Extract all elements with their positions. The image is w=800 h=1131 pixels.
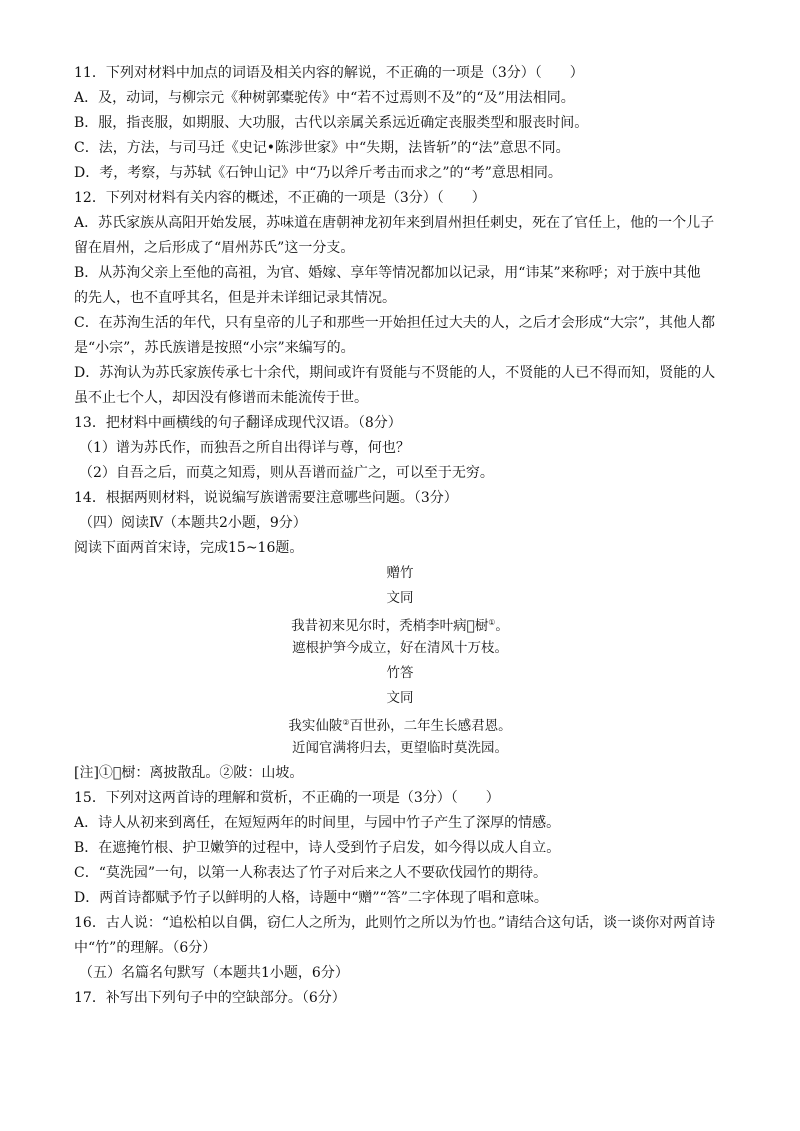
question-12-option-c-cont: 是“小宗”，苏氏族谱是按照“小宗”来编写的。	[74, 340, 355, 356]
question-16-stem-cont: 中“竹”的理解。（6分）	[74, 940, 217, 956]
section-4-intro: 阅读下面两首宋诗，完成15~16题。	[74, 540, 304, 556]
question-11-stem: 11．下列对材料中加点的词语及相关内容的解说，不正确的一项是（3分）（ ）	[74, 65, 584, 81]
question-13-sentence-2: （2）自吾之后，而莫之知焉，则从吾谱而益广之，可以至于无穷。	[79, 465, 494, 481]
question-12-option-d-cont: 虽不止七个人，却因没有修谱而未能流传于世。	[74, 390, 368, 406]
question-15-option-d: D．两首诗都赋予竹子以鲜明的人格，诗题中“赠”“答”二字体现了唱和意味。	[74, 890, 548, 906]
poem-2-line-2: 近闻官满将归去，更望临时莫洗园。	[292, 740, 508, 756]
question-12-option-a-cont: 留在眉州，之后形成了“眉州苏氏”这一分支。	[74, 240, 355, 256]
question-12-option-a: A．苏氏家族从高阳开始发展，苏味道在唐朝神龙初年来到眉州担任刺史，死在了官任上，他的一个儿子	[74, 215, 715, 231]
question-11-option-b: B．服，指丧服，如期服、大功服，古代以亲属关系远近确定丧服类型和服丧时间。	[74, 115, 589, 131]
question-14-stem: 14．根据两则材料，说说编写族谱需要注意哪些问题。（3分）	[74, 490, 458, 506]
question-11-option-a: A．及，动词，与柳宗元《种树郭橐驼传》中“若不过焉则不及”的“及”用法相同。	[74, 90, 575, 106]
poem-notes: [注]①𣕢𣗳：离披散乱。②陂：山坡。	[74, 765, 304, 781]
question-17-stem: 17．补写出下列句子中的空缺部分。（6分）	[74, 990, 346, 1006]
poem-2-line-1	[0, 711, 800, 735]
question-11-option-c: C．法，方法，与司马迁《史记•陈涉世家》中“失期，法皆斩”的“法”意思不同。	[74, 140, 570, 156]
question-12-option-d: D．苏洵认为苏氏家族传承七十余代，期间或许有贤能与不贤能的人，不贤能的人已不得而知，贤能的人	[74, 365, 716, 381]
footnote-marker-1: ①	[488, 618, 496, 627]
poem-2-line-1-end: 百世孙，二年生长感君恩。	[349, 718, 512, 734]
poem-1-line-2: 遮根护笋今成立，好在清风十万枝。	[292, 640, 508, 656]
poem-1-line-1	[0, 611, 800, 635]
question-15-option-a: A．诗人从初来到离任，在短短两年的时间里，与园中竹子产生了深厚的情感。	[74, 815, 561, 831]
poem-1-title: 赠竹	[386, 565, 414, 581]
question-15-stem: 15．下列对这两首诗的理解和赏析，不正确的一项是（3分）（ ）	[74, 790, 500, 806]
question-12-option-b-cont: 的先人，也不直呼其名，但是并未详细记录其情况。	[74, 290, 396, 306]
question-15-option-c: C．“莫洗园”一句，以第一人称表达了竹子对后来之人不要砍伐园竹的期待。	[74, 865, 548, 881]
question-13-sentence-1: （1）谱为苏氏作，而独吾之所自出得详与尊，何也？	[79, 440, 410, 456]
footnote-marker-2: ②	[342, 718, 350, 727]
poem-1-line-1-end: 。	[495, 618, 509, 634]
poem-1-line-1-text: 我昔初来见尔时，秃梢李叶病𣕢𣗳	[291, 618, 489, 634]
question-12-stem: 12．下列对材料有关内容的概述，不正确的一项是（3分）（ ）	[74, 190, 486, 206]
question-12-option-c: C．在苏洵生活的年代，只有皇帝的儿子和那些一开始担任过大夫的人，之后才会形成“大宗”，其他人都	[74, 315, 716, 331]
poem-2-title: 竹答	[386, 665, 414, 681]
section-4-heading: （四）阅读Ⅳ（本题共2小题，9分）	[79, 515, 307, 531]
poem-1-author: 文同	[386, 590, 414, 606]
section-5-heading: （五）名篇名句默写（本题共1小题，6分）	[79, 965, 349, 981]
poem-2-line-1-text: 我实仙陂	[288, 718, 343, 734]
question-16-stem: 16．古人说：“追松柏以自偶，窃仁人之所为，此则竹之所以为竹也。”请结合这句话，谈一谈你对两首诗	[74, 915, 716, 931]
poem-2-author: 文同	[386, 690, 414, 706]
question-11-option-d: D．考，考察，与苏轼《石钟山记》中“乃以斧斤考击而求之”的“考”意思相同。	[74, 165, 562, 181]
question-15-option-b: B．在遮掩竹根、护卫嫩笋的过程中，诗人受到竹子启发，如今得以成人自立。	[74, 840, 561, 856]
question-12-option-b: B．从苏洵父亲上至他的高祖，为官、婚嫁、享年等情况都加以记录，用“讳某”来称呼；对于族中其他	[74, 265, 701, 281]
question-13-stem: 13．把材料中画横线的句子翻译成现代汉语。（8分）	[74, 415, 402, 431]
